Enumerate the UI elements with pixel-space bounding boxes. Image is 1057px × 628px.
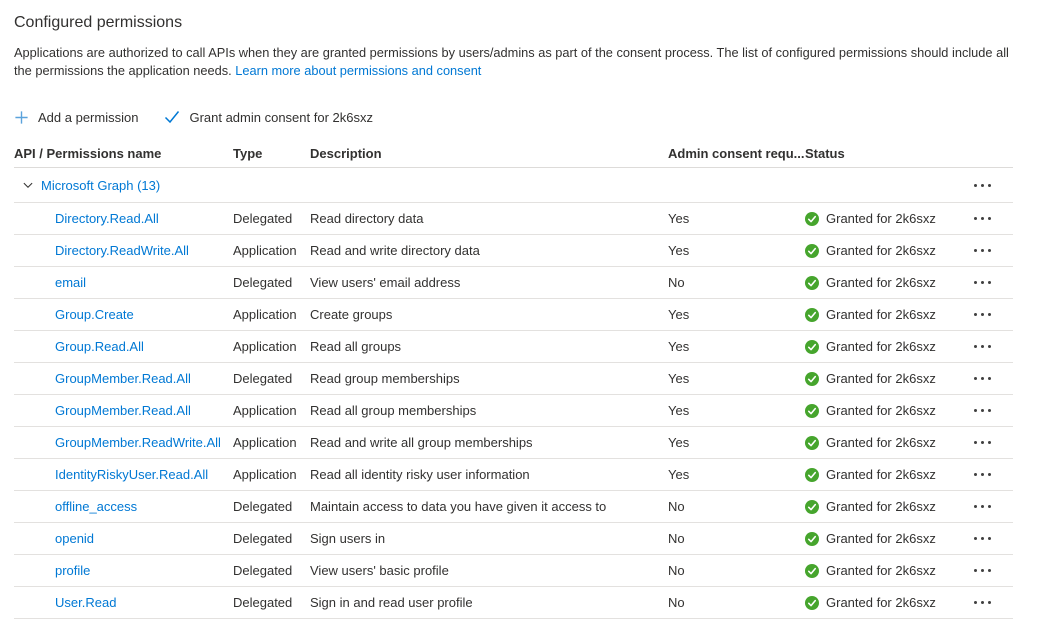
more-options-button[interactable] <box>972 405 993 416</box>
permission-name-link[interactable]: User.Read <box>55 595 117 610</box>
permission-type: Delegated <box>233 211 293 226</box>
table-row <box>14 587 1013 619</box>
permission-name-link[interactable]: Directory.ReadWrite.All <box>55 243 189 258</box>
status-text: Granted for 2k6sxz <box>826 243 936 258</box>
permission-description: Read group memberships <box>310 371 460 386</box>
status-text: Granted for 2k6sxz <box>826 371 936 386</box>
permission-type: Application <box>233 403 297 418</box>
status-text: Granted for 2k6sxz <box>826 403 936 418</box>
permission-name-link[interactable]: offline_access <box>55 499 138 514</box>
admin-consent-required-value: Yes <box>668 435 690 450</box>
table-row <box>14 427 1013 459</box>
more-options-button[interactable] <box>972 180 993 191</box>
permission-name-link[interactable]: Directory.Read.All <box>55 211 159 226</box>
permission-name-link[interactable]: GroupMember.Read.All <box>55 403 191 418</box>
admin-consent-required-value: Yes <box>668 211 690 226</box>
green-circle-check-icon <box>805 404 819 418</box>
table-row <box>14 299 1013 331</box>
api-group-row-microsoft-graph <box>14 168 1013 203</box>
more-options-button[interactable] <box>972 597 993 608</box>
header-admin-consent: Admin consent requ... <box>668 146 805 161</box>
green-circle-check-icon <box>805 244 819 258</box>
permission-type: Application <box>233 435 297 450</box>
header-status: Status <box>805 146 845 161</box>
permission-name-link[interactable]: openid <box>55 531 95 546</box>
permission-type: Application <box>233 467 297 482</box>
permission-type: Application <box>233 243 297 258</box>
more-options-button[interactable] <box>972 533 993 544</box>
green-circle-check-icon <box>805 308 819 322</box>
permission-type: Delegated <box>233 499 293 514</box>
permission-name-link[interactable]: IdentityRiskyUser.Read.All <box>55 467 209 482</box>
permission-description: Read and write all group memberships <box>310 435 533 450</box>
permission-name-link[interactable]: GroupMember.Read.All <box>55 371 191 386</box>
green-circle-check-icon <box>805 532 819 546</box>
permission-description: Read and write directory data <box>310 243 480 258</box>
table-row <box>14 555 1013 587</box>
status-text: Granted for 2k6sxz <box>826 211 936 226</box>
more-options-button[interactable] <box>972 501 993 512</box>
plus-icon <box>14 110 29 125</box>
admin-consent-required-value: Yes <box>668 403 690 418</box>
permission-name-link[interactable]: Group.Create <box>55 307 134 322</box>
header-api-permissions-name: API / Permissions name <box>14 146 162 161</box>
header-description: Description <box>310 146 382 161</box>
table-row <box>14 331 1013 363</box>
add-permission-label: Add a permission <box>38 109 139 125</box>
green-circle-check-icon <box>805 596 819 610</box>
admin-consent-required-value: No <box>668 563 685 578</box>
more-options-button[interactable] <box>972 213 993 224</box>
learn-more-link[interactable]: Learn more about permissions and consent <box>235 63 482 78</box>
green-circle-check-icon <box>805 340 819 354</box>
permission-description: Sign users in <box>310 531 386 546</box>
green-circle-check-icon <box>805 500 819 514</box>
permission-description: Sign in and read user profile <box>310 595 473 610</box>
admin-consent-required-value: Yes <box>668 339 690 354</box>
add-permission-button[interactable] <box>14 110 138 125</box>
permission-type: Application <box>233 339 297 354</box>
status-text: Granted for 2k6sxz <box>826 595 936 610</box>
admin-consent-required-value: No <box>668 499 685 514</box>
more-options-button[interactable] <box>972 437 993 448</box>
more-options-button[interactable] <box>972 373 993 384</box>
table-row <box>14 459 1013 491</box>
permission-name-link[interactable]: email <box>55 275 87 290</box>
permission-description: View users' email address <box>310 275 461 290</box>
more-options-button[interactable] <box>972 565 993 576</box>
permission-type: Delegated <box>233 595 293 610</box>
green-circle-check-icon <box>805 436 819 450</box>
permission-type: Application <box>233 307 297 322</box>
table-row <box>14 203 1013 235</box>
status-text: Granted for 2k6sxz <box>826 275 936 290</box>
grant-admin-consent-label: Grant admin consent for 2k6sxz <box>189 109 373 125</box>
status-text: Granted for 2k6sxz <box>826 435 936 450</box>
permission-name-link[interactable]: profile <box>55 563 91 578</box>
table-row <box>14 235 1013 267</box>
permission-name-link[interactable]: GroupMember.ReadWrite.All <box>55 435 221 450</box>
status-text: Granted for 2k6sxz <box>826 467 936 482</box>
permission-type: Delegated <box>233 371 293 386</box>
admin-consent-required-value: Yes <box>668 243 690 258</box>
table-row <box>14 491 1013 523</box>
green-circle-check-icon <box>805 564 819 578</box>
table-row <box>14 267 1013 299</box>
permission-type: Delegated <box>233 563 293 578</box>
green-circle-check-icon <box>805 372 819 386</box>
chevron-down-icon[interactable] <box>22 179 34 191</box>
grant-admin-consent-button[interactable] <box>164 110 373 125</box>
status-text: Granted for 2k6sxz <box>826 563 936 578</box>
permission-description: Create groups <box>310 307 393 322</box>
permission-description: Read directory data <box>310 211 424 226</box>
green-circle-check-icon <box>805 212 819 226</box>
more-options-button[interactable] <box>972 277 993 288</box>
checkmark-icon <box>164 110 180 124</box>
status-text: Granted for 2k6sxz <box>826 339 936 354</box>
admin-consent-required-value: Yes <box>668 371 690 386</box>
admin-consent-required-value: No <box>668 595 685 610</box>
description-text: Applications are authorized to call APIs when they are granted permissions by users/admins as part of the consent process. The list of configured permissions should include all the permissions the application needs. <box>14 45 1009 78</box>
status-text: Granted for 2k6sxz <box>826 499 936 514</box>
permission-name-link[interactable]: Group.Read.All <box>55 339 144 354</box>
permission-description: View users' basic profile <box>310 563 449 578</box>
more-options-button[interactable] <box>972 245 993 256</box>
more-options-button[interactable] <box>972 341 993 352</box>
green-circle-check-icon <box>805 468 819 482</box>
api-group-link[interactable]: Microsoft Graph (13) <box>41 177 161 193</box>
more-options-button[interactable] <box>972 469 993 480</box>
status-text: Granted for 2k6sxz <box>826 531 936 546</box>
table-row <box>14 523 1013 555</box>
section-description <box>14 44 1016 80</box>
permission-description: Read all identity risky user information <box>310 467 530 482</box>
permissions-toolbar <box>14 106 1027 128</box>
permission-description: Maintain access to data you have given it access to <box>310 499 607 514</box>
more-options-button[interactable] <box>972 309 993 320</box>
permissions-table <box>14 140 1013 619</box>
admin-consent-required-value: No <box>668 275 685 290</box>
green-circle-check-icon <box>805 276 819 290</box>
page-title: Configured permissions <box>14 14 183 31</box>
permission-description: Read all group memberships <box>310 403 477 418</box>
table-row <box>14 395 1013 427</box>
admin-consent-required-value: No <box>668 531 685 546</box>
header-type: Type <box>233 146 263 161</box>
admin-consent-required-value: Yes <box>668 307 690 322</box>
status-text: Granted for 2k6sxz <box>826 307 936 322</box>
table-row <box>14 363 1013 395</box>
permission-type: Delegated <box>233 531 293 546</box>
permission-type: Delegated <box>233 275 293 290</box>
permission-description: Read all groups <box>310 339 402 354</box>
table-header-row <box>14 140 1013 168</box>
admin-consent-required-value: Yes <box>668 467 690 482</box>
